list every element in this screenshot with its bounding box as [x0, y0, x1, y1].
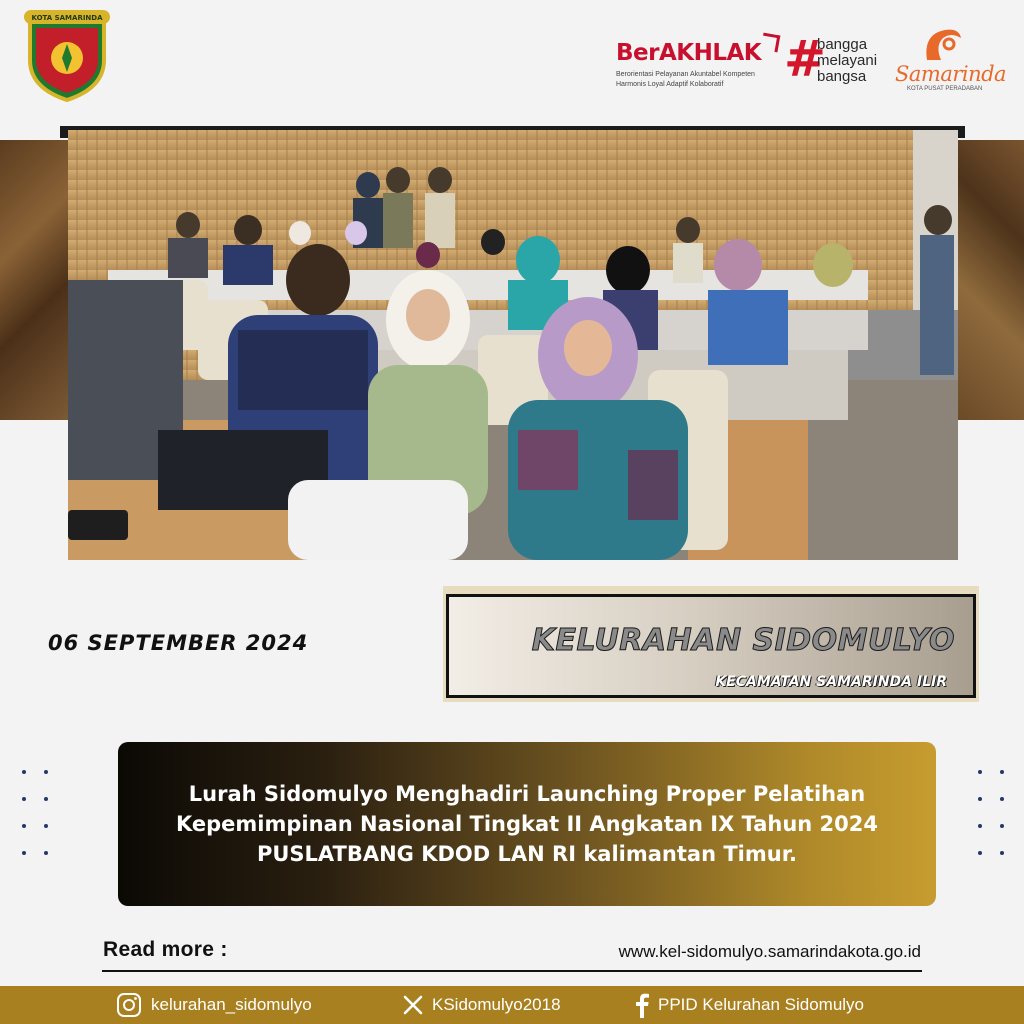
- x-icon: [402, 994, 424, 1016]
- social-footer: [0, 986, 1024, 1024]
- samarinda-emblem-icon: [921, 24, 963, 64]
- hashtag-icon: #: [784, 30, 826, 88]
- plate-title: KELURAHAN SIDOMULYO: [531, 623, 955, 658]
- facebook-link[interactable]: [634, 986, 864, 1024]
- seal-text: KOTA SAMARINDA: [31, 14, 103, 22]
- instagram-handle: kelurahan_sidomulyo: [151, 995, 312, 1014]
- berakhlak-word: BerAKHLAK: [616, 40, 762, 66]
- samarinda-word: Samarinda: [895, 62, 1007, 86]
- website-link[interactable]: www.kel-sidomulyo.samarindakota.go.id: [618, 942, 921, 961]
- post-date: 06 SEPTEMBER 2024: [48, 631, 309, 655]
- samarinda-sub: KOTA PUSAT PERADABAN: [907, 86, 983, 92]
- read-more-label: Read more :: [103, 938, 228, 961]
- title-plate: [446, 594, 976, 698]
- plate-subtitle: KECAMATAN SAMARINDA ILIR: [715, 674, 947, 690]
- berakhlak-tagline-1: Berorientasi Pelayanan Akuntabel Kompeten: [616, 71, 755, 78]
- bangga-line-3: bangsa: [817, 68, 867, 85]
- stone-texture-left: [0, 140, 70, 420]
- divider-line: [102, 970, 922, 972]
- x-handle: KSidomulyo2018: [432, 995, 561, 1014]
- samarinda-logo: [893, 24, 1007, 96]
- bangga-line-1: bangga: [817, 36, 868, 53]
- decorative-dots-right: [978, 770, 1008, 860]
- berakhlak-swoosh-icon: [761, 33, 781, 53]
- facebook-page: PPID Kelurahan Sidomulyo: [658, 995, 865, 1014]
- instagram-icon: [115, 991, 143, 1019]
- stone-texture-right: [958, 140, 1024, 420]
- caption-box: [118, 742, 936, 906]
- berakhlak-tagline-2: Harmonis Loyal Adaptif Kolaboratif: [616, 81, 724, 88]
- caption-line-2: Kepemimpinan Nasional Tingkat II Angkatan IX Tahun 2024: [176, 812, 878, 836]
- kota-samarinda-seal-logo: [22, 8, 112, 103]
- decorative-dots-left: [22, 770, 52, 860]
- bangga-line-2: melayani: [817, 52, 878, 69]
- berakhlak-logo: [614, 34, 774, 96]
- caption-line-3: PUSLATBANG KDOD LAN RI kalimantan Timur.: [256, 842, 798, 866]
- facebook-icon: [634, 992, 650, 1018]
- caption-line-1: Lurah Sidomulyo Menghadiri Launching Proper Pelatihan: [188, 782, 866, 806]
- instagram-link[interactable]: [115, 986, 312, 1024]
- bangga-melayani-bangsa-logo: [784, 30, 896, 90]
- x-link[interactable]: [402, 986, 561, 1024]
- caption-text: [176, 779, 878, 869]
- event-photo: [68, 130, 958, 560]
